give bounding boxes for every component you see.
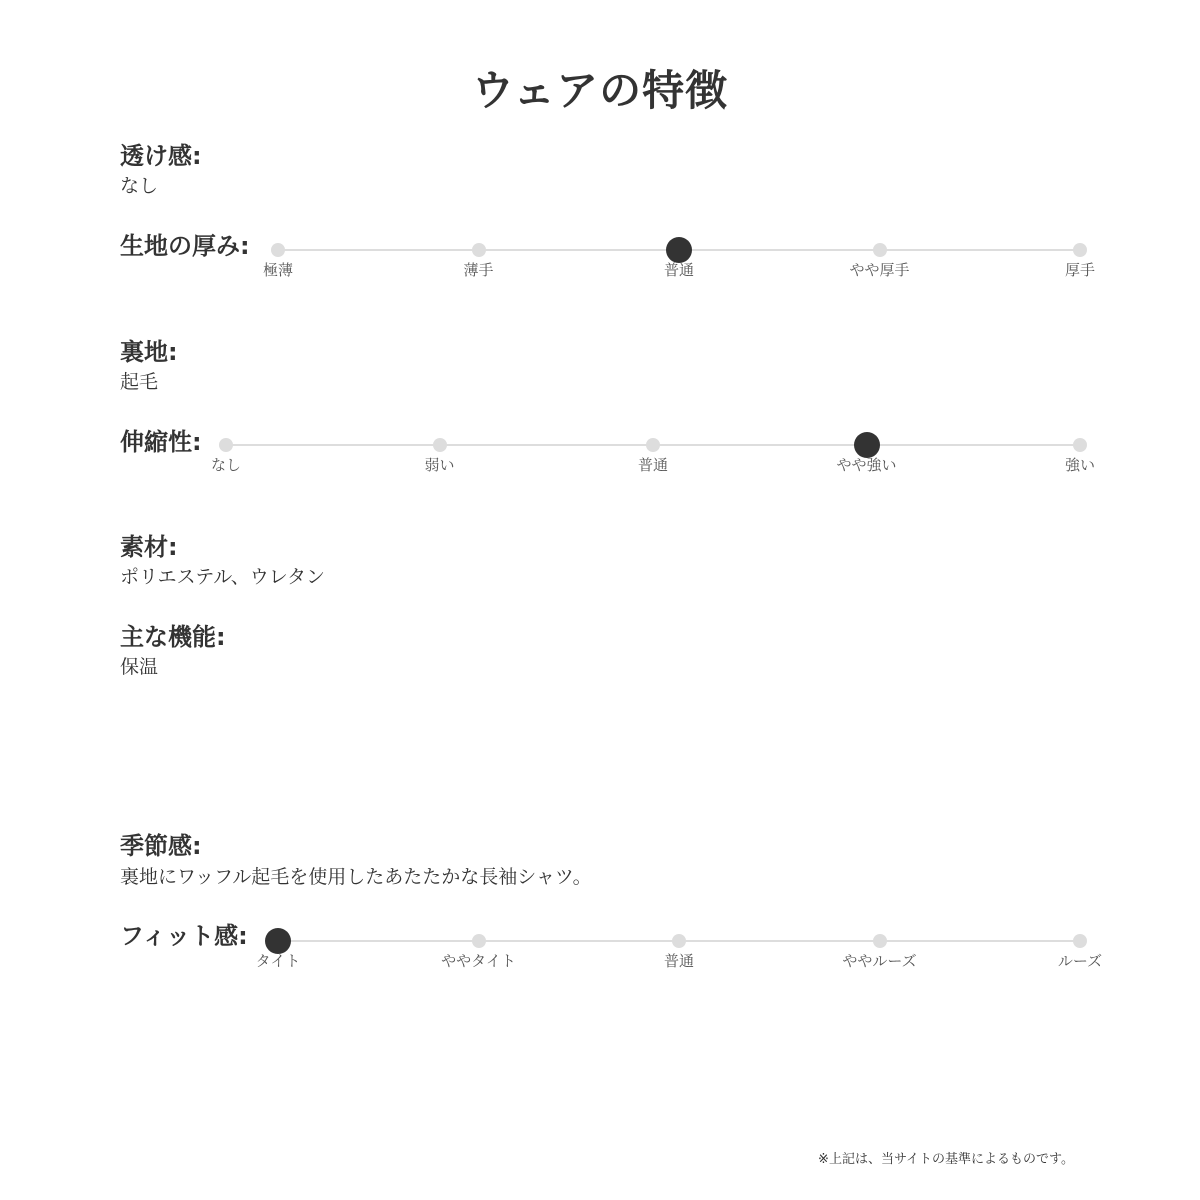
transparency-label: 透け感: bbox=[120, 142, 202, 170]
stretch-option-label: 強い bbox=[1064, 456, 1095, 474]
fit-option-label: ルーズ bbox=[1057, 952, 1103, 970]
stretch-point bbox=[219, 438, 233, 452]
stretch-point bbox=[1073, 438, 1087, 452]
season-label: 季節感: bbox=[120, 832, 202, 860]
stretch-label: 伸縮性: bbox=[120, 428, 202, 456]
fit-option-label: 普通 bbox=[663, 952, 694, 970]
thickness-option-label: 普通 bbox=[663, 261, 694, 279]
lining-label: 裏地: bbox=[120, 338, 178, 366]
material-value: ポリエステル、ウレタン bbox=[120, 566, 326, 588]
lining-value: 起毛 bbox=[120, 371, 159, 393]
thickness-point bbox=[271, 243, 285, 257]
stretch-option-label: 弱い bbox=[424, 456, 455, 474]
season-value: 裏地にワッフル起毛を使用したあたたかな長袖シャツ。 bbox=[120, 866, 592, 888]
thickness-point bbox=[472, 243, 486, 257]
stretch-point bbox=[433, 438, 447, 452]
fit-point bbox=[672, 934, 686, 948]
stretch-option-label: 普通 bbox=[637, 456, 668, 474]
thickness-scale bbox=[262, 243, 1095, 303]
footnote: ※上記は、当サイトの基準によるものです。 bbox=[818, 1152, 1074, 1167]
fit-option-label: タイト bbox=[255, 952, 301, 970]
thickness-point bbox=[873, 243, 887, 257]
stretch-point bbox=[646, 438, 660, 452]
function-label: 主な機能: bbox=[120, 623, 226, 651]
stretch-option-label: やや強い bbox=[836, 456, 897, 474]
page-title: ウェアの特徴 bbox=[471, 66, 729, 115]
thickness-option-label: 極薄 bbox=[262, 261, 293, 279]
thickness-option-label: 薄手 bbox=[463, 261, 494, 279]
stretch-scale bbox=[210, 438, 1095, 498]
thickness-option-label: やや厚手 bbox=[849, 261, 910, 279]
transparency-value: なし bbox=[120, 175, 159, 197]
function-value: 保温 bbox=[120, 656, 159, 678]
fit-label: フィット感: bbox=[120, 922, 248, 950]
fit-option-label: ややタイト bbox=[441, 952, 516, 970]
stretch-option-label: なし bbox=[210, 456, 241, 474]
thickness-option-label: 厚手 bbox=[1064, 261, 1095, 279]
fit-point bbox=[472, 934, 486, 948]
fit-option-label: ややルーズ bbox=[842, 952, 917, 970]
fit-point bbox=[873, 934, 887, 948]
fit-point bbox=[1073, 934, 1087, 948]
thickness-point bbox=[1073, 243, 1087, 257]
thickness-label: 生地の厚み: bbox=[120, 232, 250, 260]
fit-scale bbox=[255, 934, 1103, 994]
material-label: 素材: bbox=[120, 533, 178, 561]
